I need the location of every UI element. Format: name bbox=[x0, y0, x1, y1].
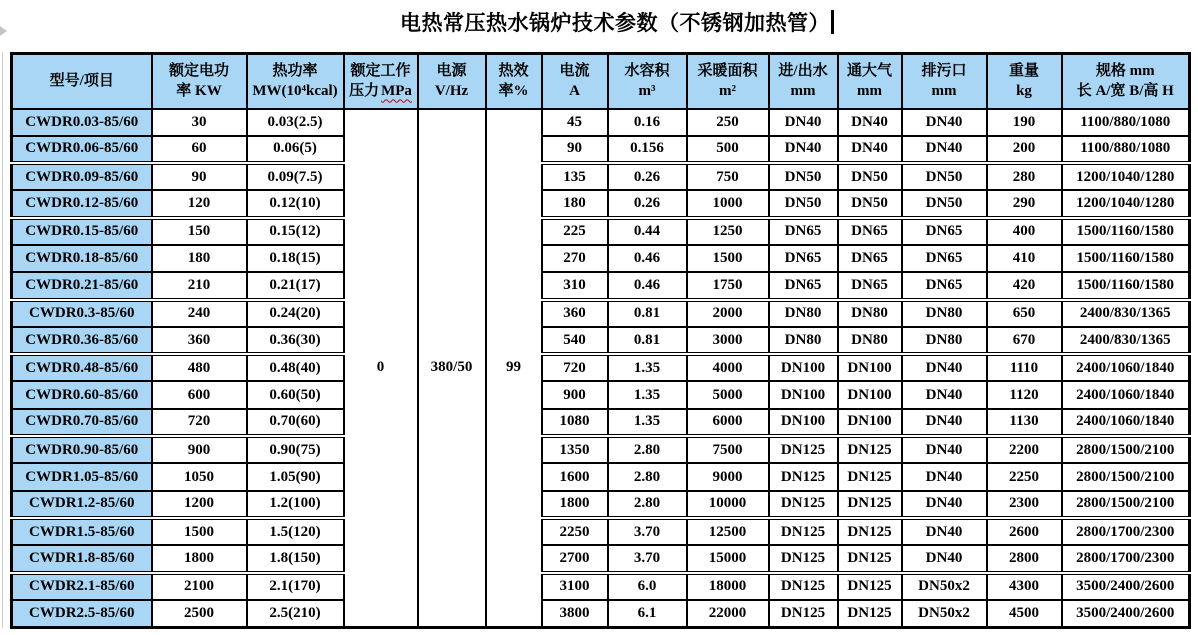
col-header-vent: 通大气 mm bbox=[838, 54, 902, 109]
cell-inlet-outlet: DN65 bbox=[769, 245, 838, 272]
cell-current-a: 1350 bbox=[542, 436, 608, 463]
cell-current-a: 2700 bbox=[542, 545, 608, 572]
cell-thermal-mw: 0.15(12) bbox=[247, 218, 344, 245]
cell-drain: DN40 bbox=[902, 436, 987, 463]
cell-current-a: 2250 bbox=[542, 518, 608, 545]
cell-dimensions: 2400/830/1365 bbox=[1062, 327, 1190, 354]
col-header-efficiency: 热效 率% bbox=[486, 54, 542, 109]
col-header-inlet-outlet: 进/出水 mm bbox=[769, 54, 838, 109]
cell-thermal-mw: 1.8(150) bbox=[247, 545, 344, 572]
cell-current-a: 90 bbox=[542, 136, 608, 163]
cell-thermal-mw: 1.2(100) bbox=[247, 491, 344, 518]
cell-heating-area-m2: 12500 bbox=[687, 518, 769, 545]
cell-power-kw: 720 bbox=[152, 409, 247, 436]
cell-current-a: 1080 bbox=[542, 409, 608, 436]
table-row bbox=[12, 518, 1190, 545]
cell-volume-m3: 0.26 bbox=[608, 163, 687, 190]
cell-current-a: 270 bbox=[542, 245, 608, 272]
cell-model: CWDR0.90-85/60 bbox=[12, 436, 152, 463]
cell-heating-area-m2: 18000 bbox=[687, 573, 769, 600]
cell-dimensions: 3500/2400/2600 bbox=[1062, 573, 1190, 600]
text-cursor bbox=[831, 10, 834, 34]
cell-volume-m3: 2.80 bbox=[608, 463, 687, 490]
cell-power-kw: 180 bbox=[152, 245, 247, 272]
cell-vent: DN65 bbox=[838, 245, 902, 272]
cell-thermal-mw: 0.70(60) bbox=[247, 409, 344, 436]
cell-heating-area-m2: 10000 bbox=[687, 491, 769, 518]
cell-vent: DN125 bbox=[838, 491, 902, 518]
cell-vent: DN100 bbox=[838, 354, 902, 381]
cell-vent: DN80 bbox=[838, 300, 902, 327]
cell-drain: DN65 bbox=[902, 218, 987, 245]
cell-vent: DN125 bbox=[838, 573, 902, 600]
cell-drain: DN40 bbox=[902, 354, 987, 381]
cell-inlet-outlet: DN100 bbox=[769, 409, 838, 436]
col-header-spec: 规格 mm 长 A/宽 B/高 H bbox=[1062, 54, 1190, 109]
cell-volume-m3: 1.35 bbox=[608, 409, 687, 436]
cell-power-kw: 210 bbox=[152, 272, 247, 299]
cell-heating-area-m2: 7500 bbox=[687, 436, 769, 463]
page-title: 电热常压热水锅炉技术参数（不锈钢加热管） bbox=[400, 11, 830, 35]
cell-volume-m3: 6.0 bbox=[608, 573, 687, 600]
cell-heating-area-m2: 500 bbox=[687, 136, 769, 163]
cell-thermal-mw: 0.36(30) bbox=[247, 327, 344, 354]
cell-volume-m3: 1.35 bbox=[608, 354, 687, 381]
cell-thermal-mw: 0.60(50) bbox=[247, 381, 344, 408]
cell-model: CWDR0.48-85/60 bbox=[12, 354, 152, 381]
cell-model: CWDR0.09-85/60 bbox=[12, 163, 152, 190]
cell-power-kw: 1500 bbox=[152, 518, 247, 545]
cell-drain: DN80 bbox=[902, 327, 987, 354]
cell-dimensions: 2800/1500/2100 bbox=[1062, 463, 1190, 490]
cell-heating-area-m2: 250 bbox=[687, 109, 769, 136]
cell-vent: DN125 bbox=[838, 436, 902, 463]
cell-power-kw: 2100 bbox=[152, 573, 247, 600]
cell-dimensions: 2400/1060/1840 bbox=[1062, 409, 1190, 436]
col-header-water-volume: 水容积 m³ bbox=[608, 54, 687, 109]
cell-weight-kg: 1120 bbox=[987, 381, 1062, 408]
cell-power-kw: 600 bbox=[152, 381, 247, 408]
cell-drain: DN65 bbox=[902, 245, 987, 272]
cell-volume-m3: 0.16 bbox=[608, 109, 687, 136]
cell-dimensions: 1100/880/1080 bbox=[1062, 109, 1190, 136]
cell-inlet-outlet: DN125 bbox=[769, 518, 838, 545]
cell-model: CWDR1.5-85/60 bbox=[12, 518, 152, 545]
cell-heating-area-m2: 5000 bbox=[687, 381, 769, 408]
cell-thermal-mw: 0.09(7.5) bbox=[247, 163, 344, 190]
cell-power-kw: 60 bbox=[152, 136, 247, 163]
cell-dimensions: 2400/830/1365 bbox=[1062, 300, 1190, 327]
cell-model: CWDR1.2-85/60 bbox=[12, 491, 152, 518]
table-row bbox=[12, 163, 1190, 190]
cell-heating-area-m2: 1250 bbox=[687, 218, 769, 245]
cell-vent: DN80 bbox=[838, 327, 902, 354]
table-row bbox=[12, 409, 1190, 436]
cell-volume-m3: 0.46 bbox=[608, 245, 687, 272]
cell-current-a: 720 bbox=[542, 354, 608, 381]
cell-volume-m3: 0.156 bbox=[608, 136, 687, 163]
cell-power-kw: 90 bbox=[152, 163, 247, 190]
left-margin-marker-icon bbox=[0, 26, 7, 36]
table-row bbox=[12, 381, 1190, 408]
cell-model: CWDR2.1-85/60 bbox=[12, 573, 152, 600]
col-header-heating-area: 采暖面积 m² bbox=[687, 54, 769, 109]
cell-drain: DN50 bbox=[902, 163, 987, 190]
cell-thermal-mw: 0.48(40) bbox=[247, 354, 344, 381]
cell-drain: DN40 bbox=[902, 409, 987, 436]
cell-vent: DN125 bbox=[838, 518, 902, 545]
cell-power-kw: 360 bbox=[152, 327, 247, 354]
cell-heating-area-m2: 15000 bbox=[687, 545, 769, 572]
cell-weight-kg: 650 bbox=[987, 300, 1062, 327]
cell-volume-m3: 3.70 bbox=[608, 545, 687, 572]
cell-model: CWDR0.06-85/60 bbox=[12, 136, 152, 163]
cell-current-a: 225 bbox=[542, 218, 608, 245]
cell-heating-area-m2: 1750 bbox=[687, 272, 769, 299]
cell-volume-m3: 0.81 bbox=[608, 327, 687, 354]
cell-current-a: 1600 bbox=[542, 463, 608, 490]
cell-model: CWDR1.05-85/60 bbox=[12, 463, 152, 490]
cell-inlet-outlet: DN50 bbox=[769, 163, 838, 190]
cell-weight-kg: 410 bbox=[987, 245, 1062, 272]
cell-thermal-mw: 0.03(2.5) bbox=[247, 109, 344, 136]
table-row bbox=[12, 545, 1190, 572]
cell-power-supply: 380/50 bbox=[418, 109, 486, 628]
table-row bbox=[12, 136, 1190, 163]
cell-dimensions: 2800/1700/2300 bbox=[1062, 545, 1190, 572]
cell-thermal-mw: 1.05(90) bbox=[247, 463, 344, 490]
cell-heating-area-m2: 2000 bbox=[687, 300, 769, 327]
cell-current-a: 1800 bbox=[542, 491, 608, 518]
cell-current-a: 3100 bbox=[542, 573, 608, 600]
cell-power-kw: 120 bbox=[152, 190, 247, 217]
table-row bbox=[12, 272, 1190, 299]
cell-vent: DN65 bbox=[838, 272, 902, 299]
cell-efficiency: 99 bbox=[486, 109, 542, 628]
table-header bbox=[12, 54, 1190, 109]
cell-drain: DN80 bbox=[902, 300, 987, 327]
cell-inlet-outlet: DN125 bbox=[769, 436, 838, 463]
cell-volume-m3: 0.46 bbox=[608, 272, 687, 299]
cell-inlet-outlet: DN125 bbox=[769, 573, 838, 600]
cell-inlet-outlet: DN100 bbox=[769, 354, 838, 381]
table-row bbox=[12, 436, 1190, 463]
cell-power-kw: 900 bbox=[152, 436, 247, 463]
cell-dimensions: 1100/880/1080 bbox=[1062, 136, 1190, 163]
cell-thermal-mw: 0.18(15) bbox=[247, 245, 344, 272]
cell-weight-kg: 280 bbox=[987, 163, 1062, 190]
cell-drain: DN40 bbox=[902, 463, 987, 490]
cell-power-kw: 480 bbox=[152, 354, 247, 381]
cell-model: CWDR0.60-85/60 bbox=[12, 381, 152, 408]
col-header-current: 电流 A bbox=[542, 54, 608, 109]
cell-model: CWDR0.12-85/60 bbox=[12, 190, 152, 217]
cell-heating-area-m2: 750 bbox=[687, 163, 769, 190]
cell-inlet-outlet: DN40 bbox=[769, 109, 838, 136]
cell-dimensions: 1200/1040/1280 bbox=[1062, 190, 1190, 217]
cell-inlet-outlet: DN50 bbox=[769, 190, 838, 217]
cell-volume-m3: 0.44 bbox=[608, 218, 687, 245]
cell-model: CWDR0.3-85/60 bbox=[12, 300, 152, 327]
cell-vent: DN125 bbox=[838, 463, 902, 490]
cell-vent: DN65 bbox=[838, 218, 902, 245]
col-header-rated-power: 额定电功 率 KW bbox=[152, 54, 247, 109]
cell-drain: DN40 bbox=[902, 491, 987, 518]
cell-weight-kg: 1130 bbox=[987, 409, 1062, 436]
cell-model: CWDR0.18-85/60 bbox=[12, 245, 152, 272]
cell-thermal-mw: 0.06(5) bbox=[247, 136, 344, 163]
cell-drain: DN50 bbox=[902, 190, 987, 217]
cell-volume-m3: 2.80 bbox=[608, 491, 687, 518]
cell-model: CWDR1.8-85/60 bbox=[12, 545, 152, 572]
cell-model: CWDR0.36-85/60 bbox=[12, 327, 152, 354]
cell-power-kw: 2500 bbox=[152, 600, 247, 627]
cell-drain: DN50x2 bbox=[902, 600, 987, 627]
cell-vent: DN50 bbox=[838, 190, 902, 217]
cell-volume-m3: 2.80 bbox=[608, 436, 687, 463]
cell-drain: DN40 bbox=[902, 381, 987, 408]
cell-weight-kg: 420 bbox=[987, 272, 1062, 299]
cell-volume-m3: 0.26 bbox=[608, 190, 687, 217]
cell-current-a: 3800 bbox=[542, 600, 608, 627]
document-title-row bbox=[0, 7, 1198, 37]
col-header-thermal-power: 热功率 MW(10⁴kcal) bbox=[247, 54, 344, 109]
cell-drain: DN40 bbox=[902, 545, 987, 572]
cell-power-kw: 240 bbox=[152, 300, 247, 327]
spellcheck-underlined-word: MPa bbox=[381, 83, 412, 100]
cell-weight-kg: 2800 bbox=[987, 545, 1062, 572]
cell-volume-m3: 0.81 bbox=[608, 300, 687, 327]
col-header-weight: 重量 kg bbox=[987, 54, 1062, 109]
cell-weight-kg: 2600 bbox=[987, 518, 1062, 545]
cell-dimensions: 2400/1060/1840 bbox=[1062, 354, 1190, 381]
table-row bbox=[12, 300, 1190, 327]
table-row bbox=[12, 463, 1190, 490]
cell-thermal-mw: 2.5(210) bbox=[247, 600, 344, 627]
cell-dimensions: 3500/2400/2600 bbox=[1062, 600, 1190, 627]
cell-weight-kg: 1110 bbox=[987, 354, 1062, 381]
cell-inlet-outlet: DN125 bbox=[769, 600, 838, 627]
cell-weight-kg: 290 bbox=[987, 190, 1062, 217]
boiler-spec-table bbox=[10, 52, 1191, 629]
cell-pressure-mpa: 0 bbox=[344, 109, 418, 628]
cell-inlet-outlet: DN40 bbox=[769, 136, 838, 163]
table-row bbox=[12, 109, 1190, 136]
table-row bbox=[12, 245, 1190, 272]
table-row bbox=[12, 491, 1190, 518]
cell-dimensions: 1500/1160/1580 bbox=[1062, 218, 1190, 245]
col-header-pressure: 额定工作 压力 MPa bbox=[344, 54, 418, 109]
cell-inlet-outlet: DN125 bbox=[769, 545, 838, 572]
cell-power-kw: 150 bbox=[152, 218, 247, 245]
cell-inlet-outlet: DN125 bbox=[769, 491, 838, 518]
cell-heating-area-m2: 9000 bbox=[687, 463, 769, 490]
cell-drain: DN40 bbox=[902, 109, 987, 136]
cell-dimensions: 2800/1700/2300 bbox=[1062, 518, 1190, 545]
cell-current-a: 310 bbox=[542, 272, 608, 299]
cell-volume-m3: 3.70 bbox=[608, 518, 687, 545]
table-row bbox=[12, 573, 1190, 600]
cell-weight-kg: 4500 bbox=[987, 600, 1062, 627]
cell-heating-area-m2: 22000 bbox=[687, 600, 769, 627]
cell-volume-m3: 6.1 bbox=[608, 600, 687, 627]
cell-inlet-outlet: DN80 bbox=[769, 300, 838, 327]
table-body bbox=[12, 109, 1190, 628]
cell-thermal-mw: 0.12(10) bbox=[247, 190, 344, 217]
cell-thermal-mw: 0.90(75) bbox=[247, 436, 344, 463]
cell-inlet-outlet: DN80 bbox=[769, 327, 838, 354]
cell-drain: DN65 bbox=[902, 272, 987, 299]
cell-drain: DN40 bbox=[902, 518, 987, 545]
cell-dimensions: 2800/1500/2100 bbox=[1062, 436, 1190, 463]
cell-current-a: 540 bbox=[542, 327, 608, 354]
cell-drain: DN50x2 bbox=[902, 573, 987, 600]
cell-dimensions: 2800/1500/2100 bbox=[1062, 491, 1190, 518]
cell-current-a: 135 bbox=[542, 163, 608, 190]
cell-vent: DN40 bbox=[838, 109, 902, 136]
cell-power-kw: 1050 bbox=[152, 463, 247, 490]
cell-dimensions: 1500/1160/1580 bbox=[1062, 272, 1190, 299]
cell-thermal-mw: 1.5(120) bbox=[247, 518, 344, 545]
cell-weight-kg: 2250 bbox=[987, 463, 1062, 490]
cell-current-a: 900 bbox=[542, 381, 608, 408]
cell-model: CWDR0.03-85/60 bbox=[12, 109, 152, 136]
cell-inlet-outlet: DN100 bbox=[769, 381, 838, 408]
cell-vent: DN125 bbox=[838, 545, 902, 572]
cell-heating-area-m2: 6000 bbox=[687, 409, 769, 436]
page-margin-line bbox=[2, 52, 3, 628]
cell-vent: DN50 bbox=[838, 163, 902, 190]
cell-power-kw: 1200 bbox=[152, 491, 247, 518]
cell-model: CWDR0.15-85/60 bbox=[12, 218, 152, 245]
col-header-drain: 排污口 mm bbox=[902, 54, 987, 109]
cell-volume-m3: 1.35 bbox=[608, 381, 687, 408]
cell-weight-kg: 400 bbox=[987, 218, 1062, 245]
cell-current-a: 180 bbox=[542, 190, 608, 217]
cell-vent: DN100 bbox=[838, 409, 902, 436]
cell-heating-area-m2: 4000 bbox=[687, 354, 769, 381]
cell-weight-kg: 190 bbox=[987, 109, 1062, 136]
cell-weight-kg: 2200 bbox=[987, 436, 1062, 463]
col-header-model: 型号/项目 bbox=[12, 54, 152, 109]
cell-dimensions: 1500/1160/1580 bbox=[1062, 245, 1190, 272]
cell-weight-kg: 200 bbox=[987, 136, 1062, 163]
cell-vent: DN125 bbox=[838, 600, 902, 627]
cell-vent: DN40 bbox=[838, 136, 902, 163]
cell-model: CWDR2.5-85/60 bbox=[12, 600, 152, 627]
col-header-power-supply: 电源 V/Hz bbox=[418, 54, 486, 109]
cell-thermal-mw: 2.1(170) bbox=[247, 573, 344, 600]
cell-model: CWDR0.70-85/60 bbox=[12, 409, 152, 436]
cell-heating-area-m2: 1500 bbox=[687, 245, 769, 272]
cell-weight-kg: 4300 bbox=[987, 573, 1062, 600]
cell-vent: DN100 bbox=[838, 381, 902, 408]
table-row bbox=[12, 354, 1190, 381]
table-row bbox=[12, 190, 1190, 217]
table-row bbox=[12, 327, 1190, 354]
cell-weight-kg: 2300 bbox=[987, 491, 1062, 518]
table-row bbox=[12, 600, 1190, 627]
cell-inlet-outlet: DN65 bbox=[769, 272, 838, 299]
cell-current-a: 360 bbox=[542, 300, 608, 327]
cell-thermal-mw: 0.24(20) bbox=[247, 300, 344, 327]
cell-model: CWDR0.21-85/60 bbox=[12, 272, 152, 299]
cell-drain: DN40 bbox=[902, 136, 987, 163]
cell-heating-area-m2: 1000 bbox=[687, 190, 769, 217]
cell-power-kw: 1800 bbox=[152, 545, 247, 572]
cell-power-kw: 30 bbox=[152, 109, 247, 136]
cell-dimensions: 1200/1040/1280 bbox=[1062, 163, 1190, 190]
cell-inlet-outlet: DN65 bbox=[769, 218, 838, 245]
cell-weight-kg: 670 bbox=[987, 327, 1062, 354]
cell-dimensions: 2400/1060/1840 bbox=[1062, 381, 1190, 408]
cell-thermal-mw: 0.21(17) bbox=[247, 272, 344, 299]
cell-heating-area-m2: 3000 bbox=[687, 327, 769, 354]
cell-current-a: 45 bbox=[542, 109, 608, 136]
table-row bbox=[12, 218, 1190, 245]
cell-inlet-outlet: DN125 bbox=[769, 463, 838, 490]
